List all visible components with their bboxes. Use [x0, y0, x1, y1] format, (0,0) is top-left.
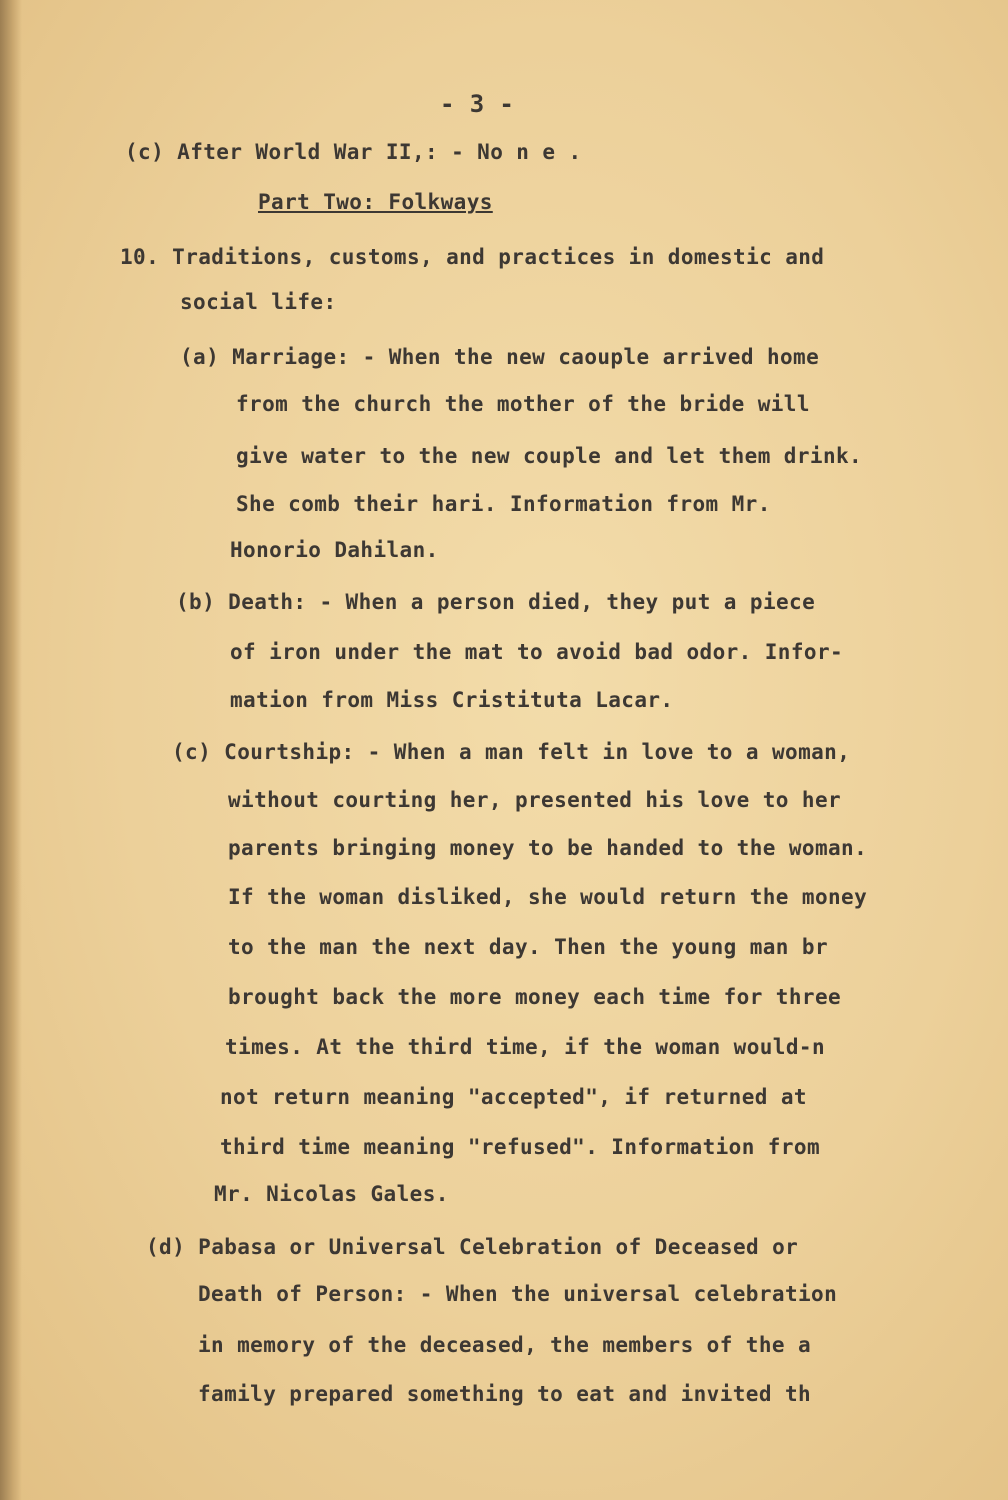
text-line: from the church the mother of the bride will: [236, 392, 810, 416]
text-line: Mr. Nicolas Gales.: [214, 1182, 449, 1206]
text-line: without courting her, presented his love to her: [228, 788, 842, 812]
text-line: 10. Traditions, customs, and practices in domestic and: [120, 245, 825, 269]
text-line: Honorio Dahilan.: [230, 538, 439, 562]
page-edge-shadow: [0, 0, 22, 1500]
text-line: to the man the next day. Then the young man br: [228, 935, 828, 959]
text-line: mation from Miss Cristituta Lacar.: [230, 688, 674, 712]
text-line: brought back the more money each time for three: [228, 985, 842, 1009]
text-line: third time meaning "refused". Information from: [220, 1135, 820, 1159]
text-line: of iron under the mat to avoid bad odor. Infor-: [230, 640, 844, 664]
page-number: - 3 -: [440, 90, 515, 118]
text-line: (d) Pabasa or Universal Celebration of Deceased or: [146, 1235, 799, 1259]
text-line: (b) Death: - When a person died, they put a piece: [176, 590, 816, 614]
text-line: She comb their hari. Information from Mr.: [236, 492, 771, 516]
text-line: not return meaning "accepted", if returned at: [220, 1085, 807, 1109]
section-heading: Part Two: Folkways: [258, 190, 493, 214]
text-line: in memory of the deceased, the members of the a: [198, 1333, 812, 1357]
text-line: Death of Person: - When the universal celebration: [198, 1282, 838, 1306]
text-line: family prepared something to eat and invited th: [198, 1382, 812, 1406]
text-line: give water to the new couple and let them drink.: [236, 444, 863, 468]
text-line: social life:: [180, 290, 337, 314]
text-line: (c) Courtship: - When a man felt in love to a woman,: [172, 740, 851, 764]
text-line: times. At the third time, if the woman would-n: [225, 1035, 825, 1059]
text-line: If the woman disliked, she would return the money: [228, 885, 868, 909]
text-line: (c) After World War II,: - No n e .: [125, 140, 582, 164]
text-line: (a) Marriage: - When the new caouple arrived home: [180, 345, 820, 369]
text-line: parents bringing money to be handed to the woman.: [228, 836, 868, 860]
